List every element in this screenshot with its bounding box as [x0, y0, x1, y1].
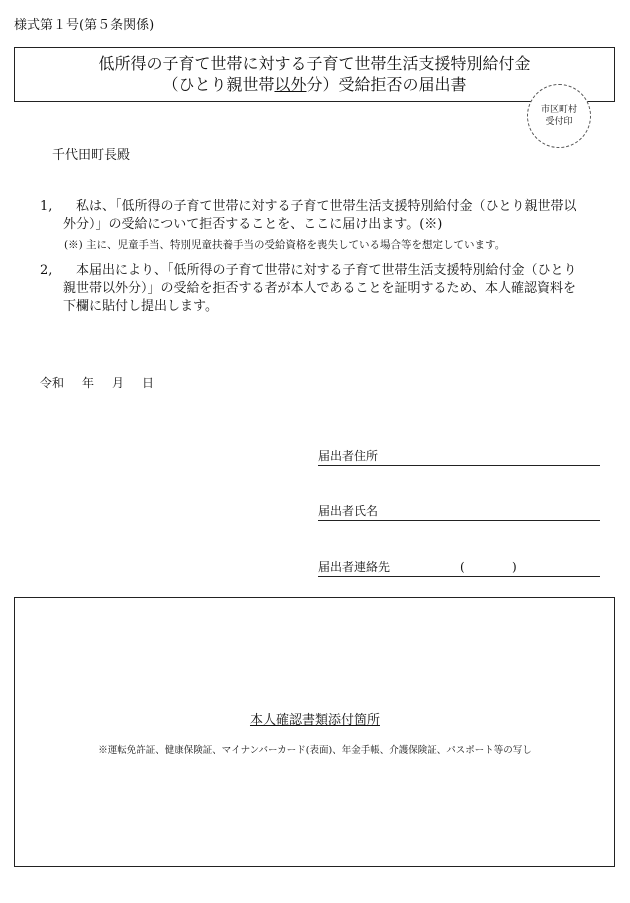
address-label: 届出者住所 — [318, 449, 379, 463]
contact-paren-open: ( — [460, 560, 465, 574]
declaration-item-2 — [40, 262, 585, 316]
name-label: 届出者氏名 — [318, 504, 379, 518]
item-1-number: 1, — [40, 199, 53, 214]
date-year: 年 — [82, 376, 95, 390]
declaration-item-1 — [40, 198, 585, 234]
reception-stamp-area — [527, 84, 591, 148]
date-line — [40, 374, 172, 391]
contact-field[interactable] — [318, 559, 600, 577]
attachment-note: ※運転免許証、健康保険証、マイナンバーカード(表面)、年金手帳、介護保険証、パスポート等の写し — [98, 745, 532, 756]
attachment-title: 本人確認書類添付箇所 — [249, 713, 380, 728]
declaration-note: (※) 主に、児童手当、特別児童扶養手当の受給資格を喪失している場合等を想定しています。 — [64, 239, 506, 251]
title-underlined-word: 以外 — [274, 75, 307, 94]
contact-label: 届出者連絡先 — [318, 560, 391, 574]
id-document-attachment-box — [14, 597, 615, 867]
address-field[interactable] — [318, 448, 600, 466]
document-title-line1: 低所得の子育て世帯に対する子育て世帯生活支援特別給付金 — [98, 54, 531, 73]
item-2-text: 本届出により、「低所得の子育て世帯に対する子育て世帯生活支援特別給付金（ひとり親世帯以外分）」の受給を拒否する者が本人であることを証明するため、本人確認資料を下欄に貼付し提出します。 — [63, 263, 577, 314]
document-title-line2 — [15, 74, 614, 95]
stamp-label-line1: 市区町村 — [540, 105, 577, 115]
form-number: 様式第１号(第５条関係) — [14, 18, 155, 33]
item-1-text: 私は、「低所得の子育て世帯に対する子育て世帯生活支援特別給付金（ひとり親世帯以外分）」の受給について拒否することを、ここに届け出ます。(※) — [63, 199, 577, 232]
title-line2-prefix: （ひとり親世帯 — [162, 75, 275, 94]
item-2-number: 2, — [40, 263, 53, 278]
date-day: 日 — [142, 376, 155, 390]
date-month: 月 — [112, 376, 125, 390]
name-field[interactable] — [318, 503, 600, 521]
contact-paren-close: ) — [512, 560, 517, 574]
document-title-box — [14, 47, 615, 102]
stamp-label-line2: 受付印 — [545, 117, 573, 127]
addressee: 千代田町長殿 — [52, 148, 131, 163]
date-era: 令和 — [40, 376, 65, 390]
title-line2-suffix: 分）受給拒否の届出書 — [306, 75, 467, 94]
